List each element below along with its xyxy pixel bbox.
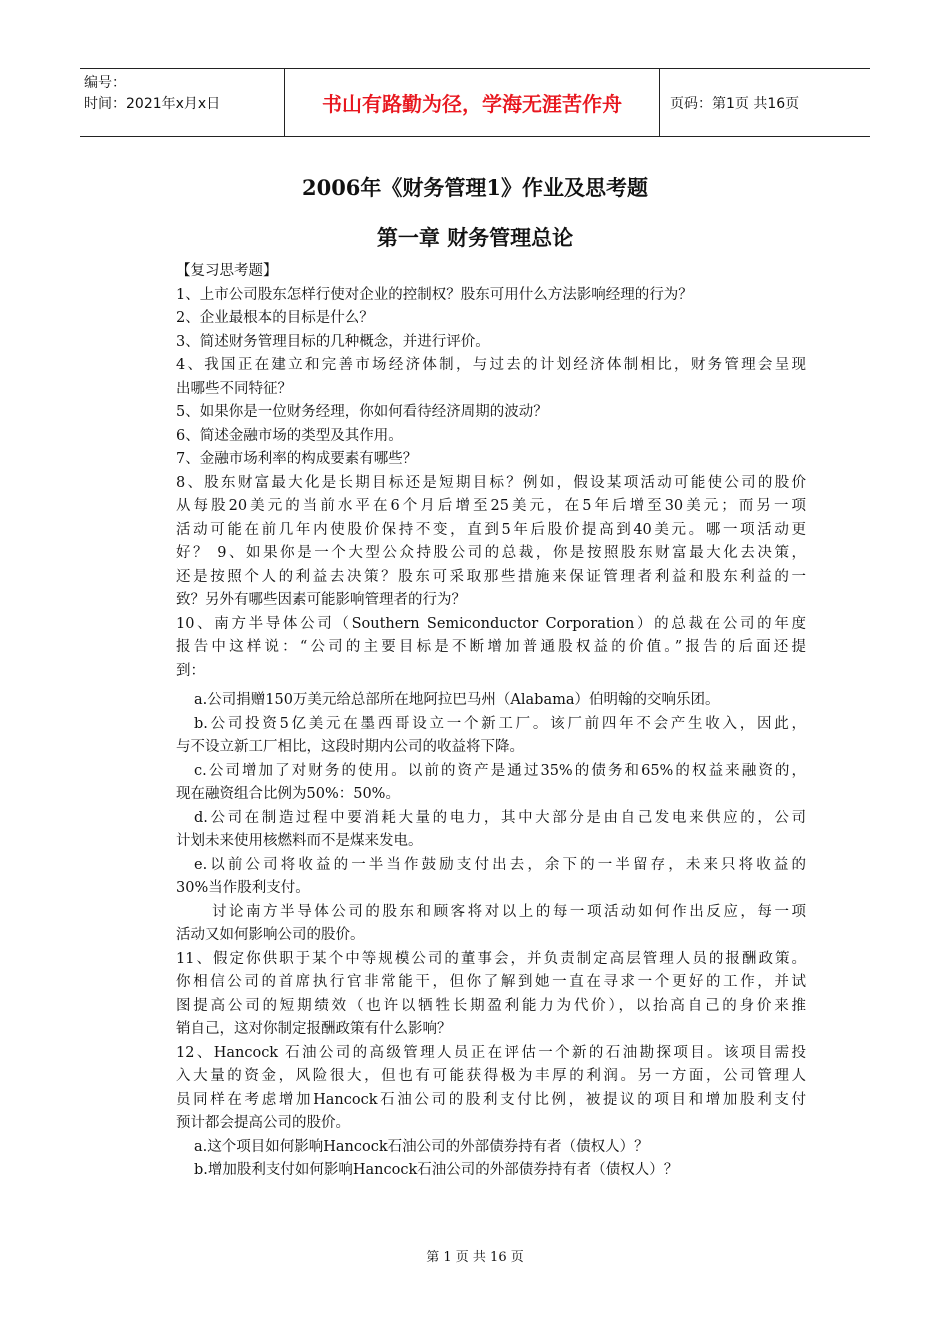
- chapter-title: 第一章 财务管理总论: [376, 225, 574, 250]
- text-line: b.公司投资5亿美元在墨西哥设立一个新工厂。该厂前四年不会产生收入，因此，: [194, 715, 806, 732]
- text-line: 活动又如何影响公司的股价。: [176, 927, 365, 943]
- text-line: a.这个项目如何影响Hancock石油公司的外部债券持有者（债权人）？: [194, 1138, 649, 1155]
- text-line: 7、金融市场利率的构成要素有哪些？: [176, 451, 418, 467]
- page-header: [80, 68, 870, 137]
- text-line: 计划未来使用核燃料而不是煤来发电。: [176, 833, 423, 849]
- document-body: [176, 260, 806, 1183]
- header-motto: 书山有路勤为径，学海无涯苦作舟: [284, 69, 660, 136]
- text-line: 11、假定你供职于某个中等规模公司的董事会，并负责制定高层管理人员的报酬政策。: [176, 950, 806, 967]
- text-line: 出哪些不同特征？: [176, 380, 292, 397]
- time-label: 时间：2021年x月x日: [84, 96, 221, 112]
- text-line: 10、南方半导体公司（Southern Semiconductor Corporation）的总裁在公司的年度: [176, 615, 806, 632]
- text-line: 4、我国正在建立和完善市场经济体制，与过去的计划经济体制相比，财务管理会呈现: [176, 357, 806, 373]
- text-line: 5、如果你是一位财务经理，你如何看待经济周期的波动？: [176, 404, 548, 420]
- text-line: e.以前公司将收益的一半当作鼓励支付出去，余下的一半留存，未来只将收益的: [194, 856, 806, 873]
- document-title: 2006年《财务管理1》作业及思考题: [301, 175, 649, 200]
- number-label: 编号：: [84, 75, 126, 91]
- text-line: 销自己，这对你制定报酬政策有什么影响？: [176, 1021, 452, 1037]
- text-line: 预计都会提高公司的股价。: [176, 1115, 350, 1131]
- text-line: 图提高公司的短期绩效（也许以牺牲长期盈利能力为代价），以抬高自己的身价来推: [176, 997, 806, 1014]
- text-line: d.公司在制造过程中要消耗大量的电力，其中大部分是由自己发电来供应的，公司: [194, 809, 806, 826]
- text-line: 从每股20美元的当前水平在6个月后增至25美元，在5年后增至30美元；而另一项: [176, 498, 806, 514]
- text-line: 讨论南方半导体公司的股东和顾客将对以上的每一项活动如何作出反应，每一项: [212, 903, 806, 920]
- header-meta: [80, 69, 284, 136]
- text-line: 现在融资组合比例为50%：50%。: [176, 786, 400, 802]
- text-line: 员同样在考虑增加Hancock石油公司的股利支付比例，被提议的项目和增加股利支付: [176, 1091, 806, 1108]
- text-line: 2、企业最根本的目标是什么？: [176, 310, 374, 326]
- text-line: c.公司增加了对财务的使用。以前的资产是通过35%的债务和65%的权益来融资的，: [194, 762, 806, 779]
- text-line: 你相信公司的首席执行官非常能干，但你了解到她一直在寻求一个更好的工作，并试: [176, 974, 806, 990]
- text-line: 入大量的资金，风险很大，但也有可能获得极为丰厚的利润。另一方面，公司管理人: [176, 1068, 806, 1084]
- section-heading: 【复习思考题】: [176, 263, 278, 279]
- text-line: 6、简述金融市场的类型及其作用。: [176, 427, 403, 444]
- header-page-info: 页码：第1页 共16页: [670, 95, 800, 112]
- page-footer: 第 1 页 共 16 页: [426, 1250, 524, 1265]
- text-line: 到：: [176, 662, 205, 679]
- text-line: 8、股东财富最大化是长期目标还是短期目标？例如，假设某项活动可能使公司的股价: [176, 474, 806, 491]
- text-line: 3、简述财务管理目标的几种概念，并进行评价。: [176, 333, 490, 350]
- text-line: 与不设立新工厂相比，这段时期内公司的收益将下降。: [176, 739, 524, 755]
- text-line: 30%当作股利支付。: [176, 880, 310, 896]
- text-line: 1、上市公司股东怎样行使对企业的控制权？股东可用什么方法影响经理的行为？: [176, 286, 693, 303]
- text-line: 活动可能在前几年内使股价保持不变，直到5年后股价提高到40美元。哪一项活动更: [176, 521, 806, 538]
- text-line: a.公司捐赠150万美元给总部所在地阿拉巴马州（Alabama）伯明翰的交响乐团。: [194, 692, 720, 708]
- text-line: 12、Hancock 石油公司的高级管理人员正在评估一个新的石油勘探项目。该项目需投: [176, 1044, 806, 1061]
- text-line: 致？另外有哪些因素可能影响管理者的行为？: [176, 592, 466, 608]
- text-line: 报告中这样说：“公司的主要目标是不断增加普通股权益的价值。”报告的后面还提: [176, 639, 806, 655]
- text-line: 还是按照个人的利益去决策？股东可采取那些措施来保证管理者利益和股东利益的一: [176, 568, 806, 585]
- text-line: b.增加股利支付如何影响Hancock石油公司的外部债券持有者（债权人）？: [194, 1162, 679, 1178]
- text-line: 好？ 9、如果你是一个大型公众持股公司的总裁，你是按照股东财富最大化去决策，: [176, 545, 806, 561]
